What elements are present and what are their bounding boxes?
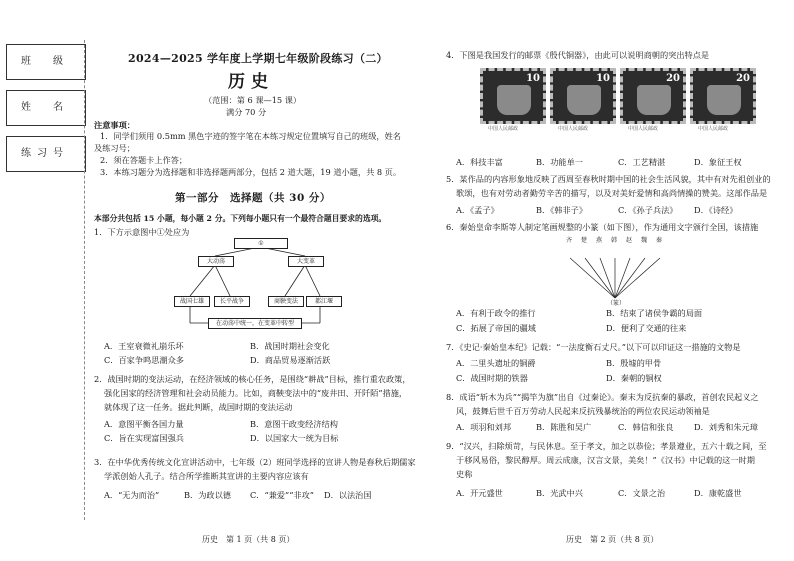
stamp-caption: 中国人民邮政 <box>628 126 659 132</box>
diagram-box: 大动荡 <box>198 256 234 267</box>
option-d[interactable]: D．以国家大一统为目标 <box>250 433 339 443</box>
stamp-image <box>550 68 616 124</box>
class-label: 班 级 <box>21 56 69 67</box>
state-label: 魏 <box>641 237 648 244</box>
question-2-stem-line: 强化国家的经济管理和社会动员能力。比如，商鞅变法中的“废井田、开阡陌”措施， <box>104 388 408 398</box>
state-label: 齐 <box>566 237 573 244</box>
class-field[interactable] <box>6 44 86 80</box>
option-a[interactable]: A．王室衰微礼崩乐坏 <box>104 341 184 351</box>
question-1-stem: 1．下方示意图中①处应为 <box>94 227 190 237</box>
option-d[interactable]: D．商品贸易逐渐活跃 <box>250 355 331 365</box>
exam-number-label: 练习号 <box>21 148 69 159</box>
stamp-image <box>690 68 756 124</box>
notes-heading: 注意事项： <box>94 120 135 130</box>
name-label: 姓 名 <box>21 102 69 113</box>
diagram-box: 长平战争 <box>214 296 250 307</box>
note-line: 1．同学们须用 0.5mm 黑色字迹的签字笔在本练习规定位置填写自己的班级，姓名 <box>100 131 401 141</box>
stamp-value: 20 <box>666 73 680 84</box>
question-8-stem-line: 8．成语“斩木为兵”“揭竿为旗”出自《过秦论》。秦末为反抗秦的暴政，首创农民起义之 <box>446 392 759 402</box>
option-a[interactable]: A．项羽和刘邦 <box>456 422 512 432</box>
question-2-stem-line: 就体现了这一任务。据此判断，战国时期的变法运动 <box>104 402 293 412</box>
stamp-image <box>620 68 686 124</box>
option-a[interactable]: A．有利于政令的推行 <box>456 308 536 318</box>
option-b[interactable]: B．结束了诸侯争霸的局面 <box>606 308 703 318</box>
option-b[interactable]: B．陈胜和吴广 <box>536 422 592 432</box>
diagram-center-box: ① <box>234 238 288 249</box>
section-title: 第一部分 选择题（共 30 分） <box>175 192 331 204</box>
option-c[interactable]: C．工艺精湛 <box>618 157 666 167</box>
exam-number-field[interactable] <box>6 136 86 172</box>
exam-range: （范围：第 6 课—15 课） <box>204 95 302 105</box>
bronze-vessel-icon <box>637 85 671 115</box>
note-line: 2．须在答题卡上作答； <box>100 155 188 165</box>
question-8-stem-line: 风，鼓舞后世千百万劳动人民起来反抗残暴统治的两位农民运动领袖是 <box>456 406 710 416</box>
bronze-vessel-icon <box>567 85 601 115</box>
question-6-stem: 6．秦始皇命李斯等人制定笔画规整的小篆（如下图），作为通用文字颁行全国，该措施 <box>446 222 759 232</box>
binding-line <box>84 40 85 520</box>
option-c[interactable]: C．文景之治 <box>618 488 666 498</box>
option-b[interactable]: B．意图干政变经济结构 <box>250 419 338 429</box>
bronze-vessel-icon <box>707 85 741 115</box>
page-footer-right: 历史 第 2 页（共 8 页） <box>566 535 659 544</box>
question-3-stem-line: 学派创始人孔子。结合所学推断其宣讲的主要内容应该有 <box>104 471 309 481</box>
script-diagram-lines <box>560 236 670 302</box>
stamp-caption: 中国人民邮政 <box>488 126 519 132</box>
exam-title: 2024—2025 学年度上学期七年级阶段练习（二） <box>128 52 388 65</box>
option-b[interactable]: B．《韩非子》 <box>536 205 588 215</box>
option-c[interactable]: C．韩信和张良 <box>618 422 674 432</box>
question-7-stem-line: 7．《史记·秦始皇本纪》记载：“一法度衡石丈尺。”以下可以印证这一措施的文物是 <box>446 342 741 352</box>
question-2-stem-line: 2．战国时期的变法运动，在经济领域的核心任务，是围绕“耕战”目标，推行重农政策， <box>94 374 411 384</box>
option-d[interactable]: D．康乾盛世 <box>694 488 742 498</box>
question-9-stem-line: 史称 <box>456 469 473 479</box>
option-c[interactable]: C．百家争鸣思潮众多 <box>104 355 184 365</box>
bronze-vessel-icon <box>497 85 531 115</box>
question-5-stem-line: 5．某作品的内容形象地反映了西周至春秋时期中国的社会生活风貌，其中有对先祖创业的 <box>446 174 771 184</box>
option-b[interactable]: B．光武中兴 <box>536 488 583 498</box>
option-a[interactable]: A．二里头遗址的铜爵 <box>456 358 536 368</box>
option-b[interactable]: B．战国时期社会变化 <box>250 341 330 351</box>
option-a[interactable]: A．意图平衡各国力量 <box>104 419 184 429</box>
option-a[interactable]: A．“无为而治” <box>104 490 160 500</box>
option-c[interactable]: C．《孙子兵法》 <box>618 205 678 215</box>
stamp-caption: 中国人民邮政 <box>558 126 589 132</box>
stamp-value: 20 <box>736 73 750 84</box>
option-a[interactable]: A．科技丰富 <box>456 157 503 167</box>
stamp-value: 10 <box>596 73 610 84</box>
diagram-box: 战国七雄 <box>174 296 210 307</box>
question-3-stem-line: 3．在中华优秀传统文化宣讲活动中，七年级（2）班同学选择的宣讲人物是春秋后期儒家 <box>94 457 416 467</box>
option-d[interactable]: D．以法治国 <box>324 490 372 500</box>
page-footer-left: 历史 第 1 页（共 8 页） <box>202 535 295 544</box>
note-line: 3．本练习题分为选择题和非选择题两部分，包括 2 道大题，19 道小题，共 8 页。 <box>100 167 402 177</box>
state-label: 燕 <box>596 237 603 244</box>
option-a[interactable]: A．《孟子》 <box>456 205 499 215</box>
option-c[interactable]: C．拓展了帝国的疆域 <box>456 323 536 333</box>
option-a[interactable]: A．开元盛世 <box>456 488 503 498</box>
note-line: 及练习号； <box>94 143 135 153</box>
option-d[interactable]: D．便利了交通的往来 <box>606 323 687 333</box>
option-b[interactable]: B．为政以德 <box>184 490 231 500</box>
option-d[interactable]: D．《诗经》 <box>694 205 738 215</box>
question-9-stem-line: 于移风易俗，黎民醇厚。周云成康，汉言文景，美矣！”《汉书》中记载的这一时期 <box>456 455 755 465</box>
state-label: 秦 <box>656 237 663 244</box>
option-c[interactable]: C．“兼爱”“非攻” <box>250 490 314 500</box>
option-c[interactable]: C．旨在实现富国强兵 <box>104 433 184 443</box>
stamp-caption: 中国人民邮政 <box>698 126 729 132</box>
stamp-value: 10 <box>526 73 540 84</box>
option-d[interactable]: D．象征王权 <box>694 157 742 167</box>
full-score: 满分 70 分 <box>226 107 267 117</box>
section-instruction: 本部分共包括 15 小题，每小题 2 分。下列每小题只有一个最符合题目要求的选项。 <box>94 214 387 223</box>
question-4-stem: 4．下图是我国发行的邮票《殷代铜器》，由此可以说明商朝的突出特点是 <box>446 50 710 60</box>
state-label: 赵 <box>626 237 633 244</box>
seal-script-label: （篆） <box>607 300 626 307</box>
stamp-image <box>480 68 546 124</box>
option-d[interactable]: D．刘秀和朱元璋 <box>694 422 758 432</box>
option-b[interactable]: B．功能单一 <box>536 157 583 167</box>
diagram-box: 都江堰 <box>306 296 342 307</box>
diagram-bottom-box: 在动荡中统一，在变革中转型 <box>208 318 302 329</box>
option-c[interactable]: C．战国时期的铁器 <box>456 373 528 383</box>
state-label: 韩 <box>611 237 618 244</box>
diagram-box: 大变革 <box>288 256 324 267</box>
name-field[interactable] <box>6 90 86 126</box>
option-d[interactable]: D．秦朝的铜权 <box>606 373 662 383</box>
question-5-stem-line: 歌颂，也有对劳动者勤劳辛苦的描写，以及对美好爱情和高尚情操的赞美。这部作品是 <box>456 188 768 198</box>
question-9-stem-line: 9．“汉兴，扫除烦苛，与民休息。至于孝文，加之以恭俭；孝景遵业，五六十载之间，至 <box>446 441 767 451</box>
state-label: 楚 <box>581 237 588 244</box>
subject-title: 历史 <box>228 72 274 92</box>
option-b[interactable]: B．殷墟的甲骨 <box>606 358 662 368</box>
diagram-box: 商鞅变法 <box>268 296 304 307</box>
